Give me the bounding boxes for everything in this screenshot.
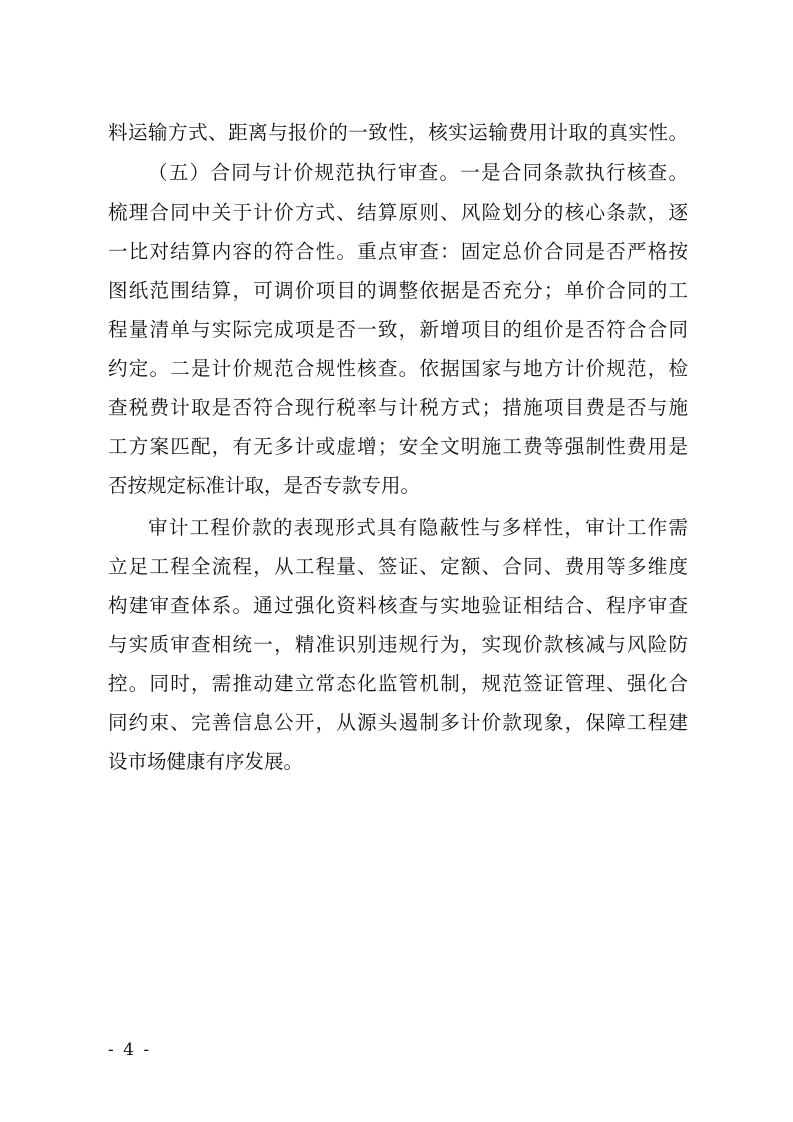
page-number: - 4 - — [108, 1040, 152, 1060]
paragraph-3-line-7: 设市场健康有序发展。 — [108, 750, 304, 773]
paragraph-2-line-1: （五）合同与计价规范执行审查。一是合同条款执行核查。 — [148, 161, 688, 184]
paragraph-2-line-3: 一比对结算内容的符合性。重点审查：固定总价合同是否严格按 — [108, 240, 688, 263]
paragraph-2-line-6: 约定。二是计价规范合规性核查。依据国家与地方计价规范，检 — [108, 357, 688, 380]
paragraph-3-line-2: 立足工程全流程，从工程量、签证、定额、合同、费用等多维度 — [108, 555, 688, 578]
paragraph-2-line-7: 查税费计取是否符合现行税率与计税方式；措施项目费是否与施 — [108, 396, 688, 419]
paragraph-2-line-9: 否按规定标准计取，是否专款专用。 — [108, 474, 421, 497]
paragraph-3-line-6: 同约束、完善信息公开，从源头遏制多计价款现象，保障工程建 — [108, 711, 688, 734]
paragraph-2-line-5: 程量清单与实际完成项是否一致，新增项目的组价是否符合合同 — [108, 318, 688, 341]
paragraph-2-line-2: 梳理合同中关于计价方式、结算原则、风险划分的核心条款，逐 — [108, 201, 688, 224]
paragraph-2-line-8: 工方案匹配，有无多计或虚增；安全文明施工费等强制性费用是 — [108, 435, 688, 458]
paragraph-1-line-1: 料运输方式、距离与报价的一致性，核实运输费用计取的真实性。 — [108, 121, 688, 144]
paragraph-3-line-1: 审计工程价款的表现形式具有隐蔽性与多样性，审计工作需 — [148, 516, 688, 539]
paragraph-3-line-4: 与实质审查相统一，精准识别违规行为，实现价款核减与风险防 — [108, 633, 688, 656]
paragraph-3-line-5: 控。同时，需推动建立常态化监管机制，规范签证管理、强化合 — [108, 672, 688, 695]
paragraph-3-line-3: 构建审查体系。通过强化资料核查与实地验证相结合、程序审查 — [108, 594, 688, 617]
paragraph-2-line-4: 图纸范围结算，可调价项目的调整依据是否充分；单价合同的工 — [108, 279, 688, 302]
